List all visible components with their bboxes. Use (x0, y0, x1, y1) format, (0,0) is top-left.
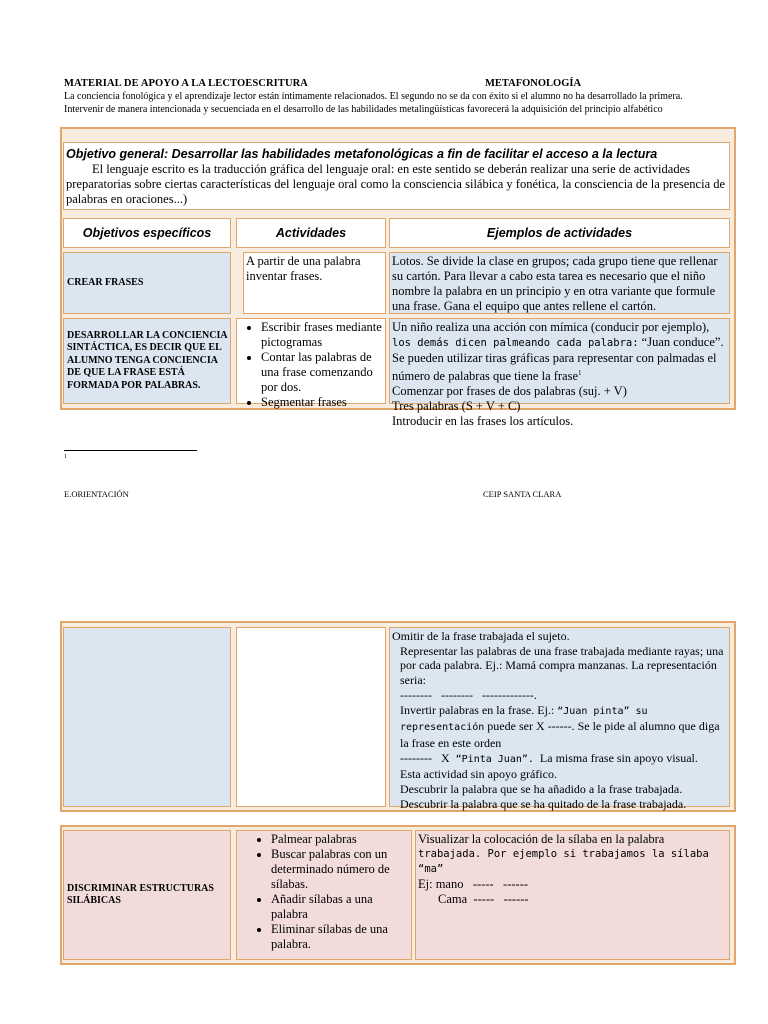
list-item: • Escribir frases mediante pictogramas (261, 320, 383, 350)
handwritten-text: los demás dicen palmeando cada palabra: (392, 337, 639, 349)
footer-right: CEIP SANTA CLARA (483, 489, 562, 499)
example-line: Visualizar la colocación de la sílaba en la palabra (418, 832, 665, 846)
example-line: trabajada. Por ejemplo si trabajamos la sílaba “ma” (418, 848, 709, 875)
example-line: Invertir palabras en la frase. Ej.: “Juan pinta” su representación puede ser X ------. Se le pide al alumno que diga la frase en este orden (400, 702, 720, 750)
example-line: Esta actividad sin apoyo gráfico. (400, 767, 557, 782)
activities-estructuras-silabicas (236, 830, 412, 960)
objective-crear-frases: CREAR FRASES (63, 252, 231, 314)
list-item: • Palmear palabras (271, 832, 409, 847)
intro-paragraph: La conciencia fonológica y el aprendizaje lector están íntimamente relacionados. El segundo no se da con éxito si el alumno no ha desarrollado la primera. Intervenir de manera intencionada y secuenciada en el desarrollo de las habilidades metalingüísticas favorecerá la adquisición del principio alfabético (64, 91, 683, 115)
general-objective-body: El lenguaje escrito es la traducción gráfica del lenguaje oral: en este sentido se deberán realizar una serie de actividades preparatorias sobre ciertas características del lenguaje oral como la consciencia silábica y fonética, la consciencia de la presencia de palabras en oraciones...) (66, 162, 726, 206)
example-line: Representar las palabras de una frase trabajada mediante rayas; una por cada palabra. Ej.: Mamá compra manzanas. La representación seria: (400, 643, 724, 688)
example-line: los demás dicen palmeando cada palabra: “Juan conduce”. (392, 335, 724, 349)
footnote-ref: 1 (578, 369, 582, 377)
footnote-rule (64, 450, 197, 451)
example-line: Ej: mano ----- ------ (418, 877, 529, 891)
objective-estructuras-silabicas: DISCRIMINAR ESTRUCTURAS SILÁBICAS (63, 830, 231, 960)
example-line: Introducir en las frases los artículos. (392, 414, 574, 429)
activity-empty-cell (236, 627, 386, 807)
document-title: MATERIAL DE APOYO A LA LECTOESCRITURA (64, 78, 308, 89)
column-header-ejemplos: Ejemplos de actividades (389, 218, 730, 248)
handwritten-text: “Pinta Juan”. (455, 753, 534, 765)
examples-estructuras-silabicas (415, 830, 730, 960)
activities-list (239, 832, 409, 952)
activity-crear-frases: A partir de una palabra inventar frases. (243, 252, 386, 314)
general-objective-cell (63, 142, 730, 210)
example-line: Descubrir la palabra que se ha quitado de la frase trabajada. (400, 796, 687, 811)
example-line: Comenzar por frases de dos palabras (suj. + V) (392, 384, 627, 399)
list-item: • Contar las palabras de una frase comenzando por dos. (261, 350, 383, 395)
example-line: Un niño realiza una acción con mímica (conducir por ejemplo), (392, 320, 710, 334)
list-item: • Segmentar frases (261, 395, 383, 410)
objective-conciencia-sintactica: DESARROLLAR LA CONCIENCIA SINTÁCTICA, ES DECIR QUE EL ALUMNO TENGA CONCIENCIA DE QUE LA FRASE ESTÁ FORMADA POR PALABRAS. (63, 318, 231, 404)
example-line: Se pueden utilizar tiras gráficas para representar con palmadas el número de palabras que tiene la frase$^1$ (392, 351, 717, 384)
example-line: -------- X “Pinta Juan”. La misma frase sin apoyo visual. (400, 750, 698, 765)
example-crear-frases: Lotos. Se divide la clase en grupos; cada grupo tiene que rellenar su cartón. Para llevar a cabo esta tarea es necesario que el niño nombre la palabra en un principio y en otra variante que formule una frase. Gana el equipo que antes rellene el cartón. (389, 252, 730, 314)
activities-list (239, 320, 383, 410)
footer-left: E.ORIENTACIÓN (64, 489, 129, 499)
list-item: • Eliminar sílabas de una palabra. (271, 922, 409, 952)
example-line: Omitir de la frase trabajada el sujeto. (392, 629, 570, 643)
examples-conciencia-sintactica (389, 318, 730, 429)
example-line: Cama ----- ------ (438, 892, 529, 906)
column-header-objetivos: Objetivos específicos (63, 218, 231, 248)
general-objective-title: Objetivo general: Desarrollar las habilidades metafonológicas a fin de facilitar el acceso a la lectura (66, 147, 658, 161)
list-item: • Añadir sílabas a una palabra (271, 892, 409, 922)
examples-continuation (389, 627, 730, 811)
footnote-mark: 1 (64, 454, 67, 460)
list-item: • Buscar palabras con un determinado número de sílabas. (271, 847, 409, 892)
column-header-actividades: Actividades (236, 218, 386, 248)
activities-conciencia-sintactica (236, 318, 386, 409)
example-line: Tres palabras (S + V + C) (392, 399, 521, 414)
example-line: Descubrir la palabra que se ha añadido a la frase trabajada. (400, 782, 683, 797)
example-line: -------- -------- -------------. (400, 687, 537, 702)
handwritten-text: “Juan pinta” su representación (400, 705, 648, 734)
document-subject: METAFONOLOGÍA (485, 78, 582, 89)
objective-empty-cell (63, 627, 231, 807)
